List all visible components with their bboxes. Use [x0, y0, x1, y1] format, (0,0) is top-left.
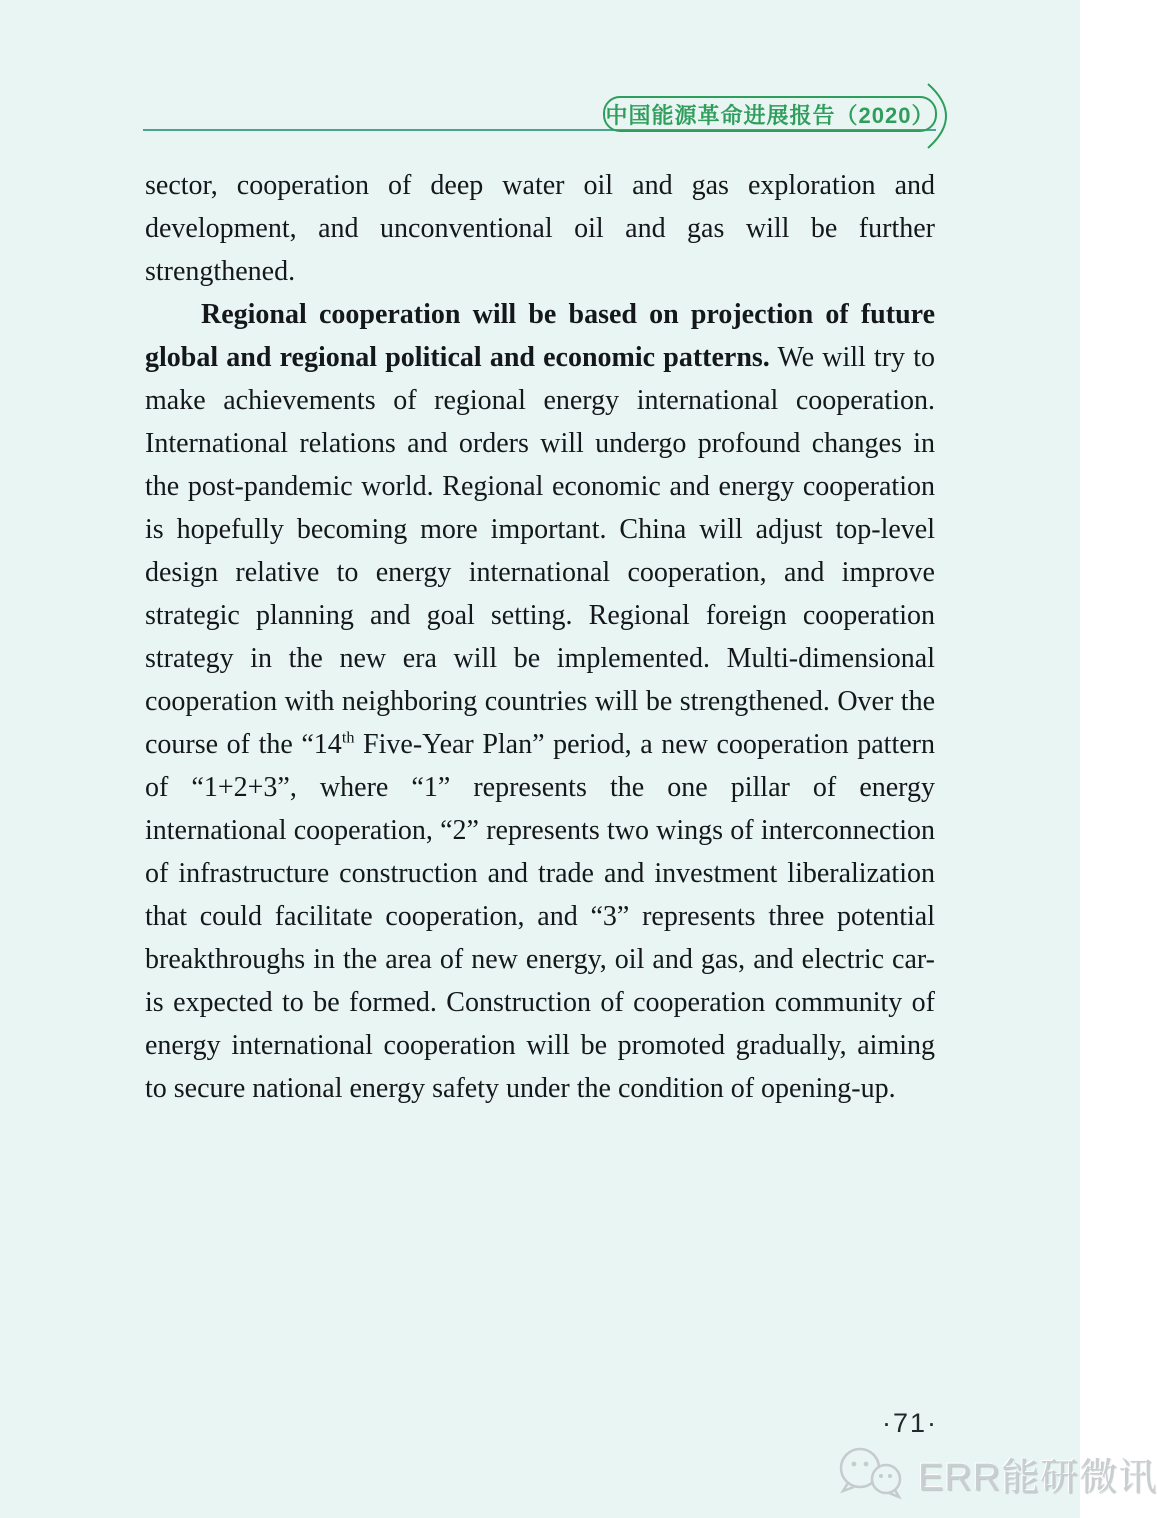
- page-number: ·71·: [881, 1408, 938, 1438]
- report-header-title: 中国能源革命进展报告（2020）: [605, 102, 935, 128]
- header-rule-decoration: [0, 0, 1080, 170]
- text-segment: th: [341, 728, 355, 747]
- body-text: [145, 164, 935, 1110]
- paragraph: [145, 293, 935, 1110]
- text-segment: We will try to make achievements of regional energy international cooperation. International relations and orders will undergo profound changes in the post-pandemic world. Regional economic and energy cooperation is hopefully becoming more important. China will adjust top-level design relative to energy international cooperation, and improve strategic planning and goal setting. Regional foreign cooperation strategy in the new era will be implemented. Multi-dimensional cooperation with neighboring countries will be strengthened. Over the course of the “14: [145, 342, 935, 760]
- text-segment: Regional cooperation will be based on projection of future global and regional political and economic patterns.: [145, 299, 935, 373]
- watermark: [834, 1444, 1157, 1502]
- watermark-text: ERR能研微讯: [918, 1456, 1157, 1499]
- paragraph: [145, 164, 935, 293]
- text-segment: sector, cooperation of deep water oil and gas exploration and development, and unconventional oil and gas will be further strengthened.: [145, 170, 935, 287]
- text-segment: Five-Year Plan” period, a new cooperation pattern of “1+2+3”, where “1” represents the one pillar of energy international cooperation, “2” represents two wings of interconnection of infrastructure construction and trade and investment liberalization that could facilitate cooperation, and “3” represents three potential breakthroughs in the area of new energy, oil and gas, and electric car- is expected to be formed. Construction of cooperation community of energy international cooperation will be promoted gradually, aiming to secure national energy safety under the condition of opening-up.: [145, 729, 935, 1104]
- wechat-bubbles-icon: [834, 1444, 908, 1502]
